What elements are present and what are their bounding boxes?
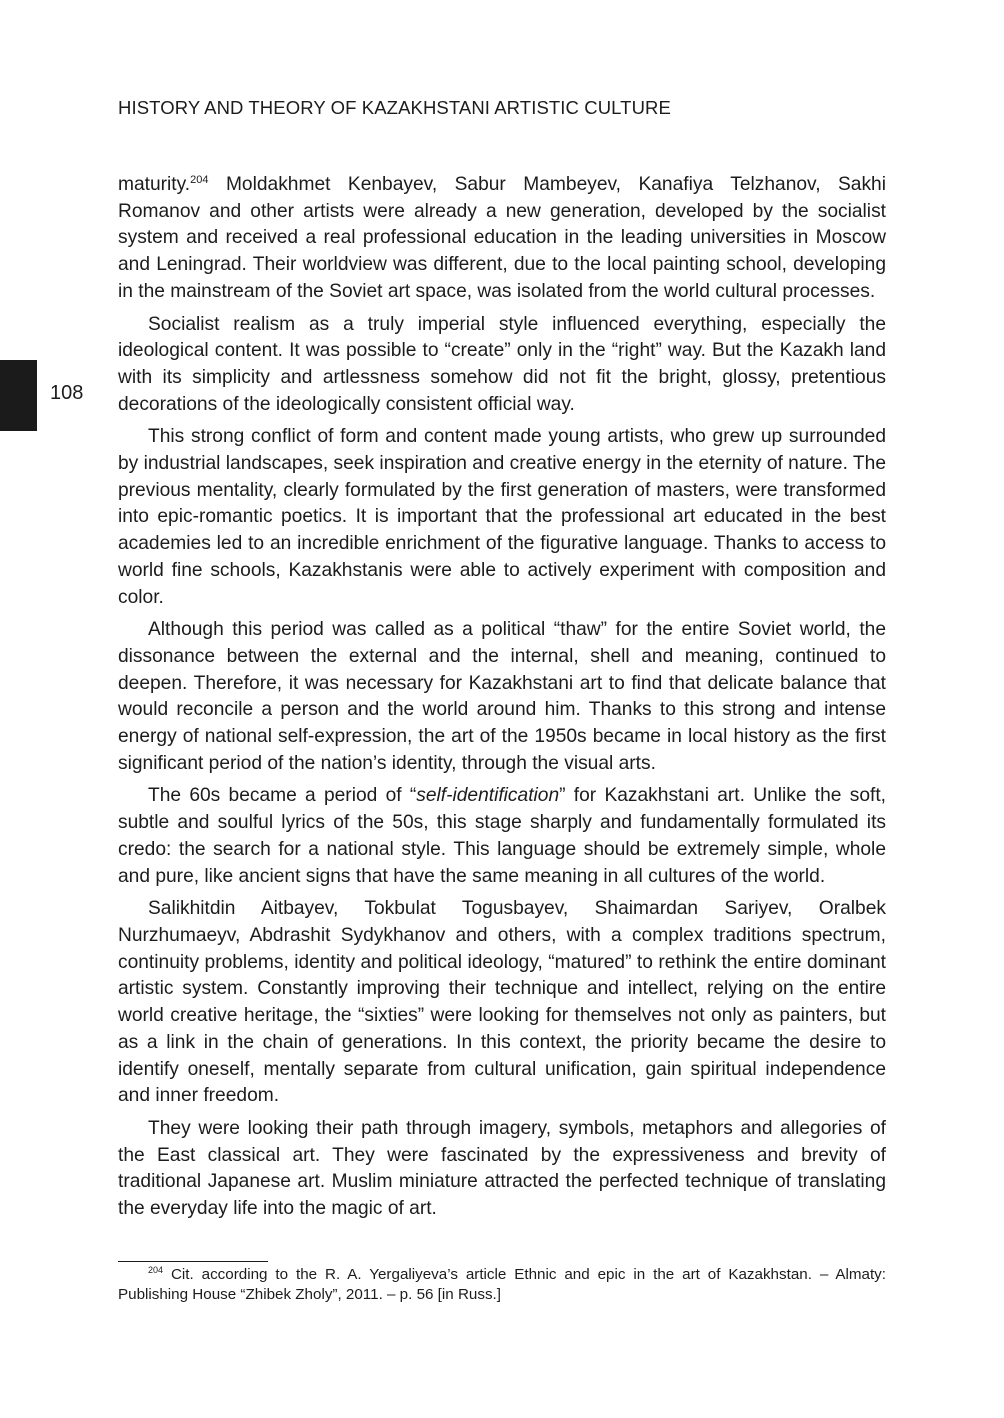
paragraph-1 [118,172,886,306]
paragraph-4: Although this period was called as a political “thaw” for the entire Soviet world, the dissonance between the external and the internal, shell and meaning, continued to deepen. Therefore, it was necessary for Kazakhstani art to find that delicate balance that would reconcile a person and the world around him. Thanks to this strong and intense energy of national self-expression, the art of the 1950s became in local history as the first significant period of the nation’s identity, through the visual arts. [118,619,886,774]
paragraph-5 [118,783,886,890]
body-text [118,172,886,1229]
footnote-reference: 204 [190,174,209,186]
paragraph-3: This strong conflict of form and content made young artists, who grew up surrounded by industrial landscapes, seek inspiration and creative energy in the eternity of nature. The previous mentality, clearly formulated by the first generation of masters, were transformed into epic-romantic poetics. It is important that the professional art educated in the best academies led to an incredible enrichment of the figurative language. Thanks to access to world fine schools, Kazakhstanis were able to actively experiment with composition and color. [118,426,886,608]
paragraph-6: Salikhitdin Aitbayev, Tokbulat Togusbayev, Shaimardan Sariyev, Oralbek Nurzhumaeyv, Abdrashit Sydykhanov and others, with a complex traditions spectrum, continuity problems, identity and political ideology, “matured” to rethink the entire dominant artistic system. Constantly improving their technique and intellect, relying on the entire world creative heritage, the “sixties” were looking for themselves not only as painters, but as a link in the chain of generations. In this context, the priority became the desire to identify oneself, mentally separate from cultural unification, gain spiritual independence and inner freedom. [118,898,886,1107]
paragraph-7: They were looking their path through imagery, symbols, metaphors and allegories of the East classical art. They were fascinated by the expressiveness and brevity of traditional Japanese art. Muslim miniature attracted the perfected technique of translating the everyday life into the magic of art. [118,1117,886,1220]
italic-term: self-identification [416,785,560,807]
paragraph-1-rest: Moldakhmet Kenbayev, Sabur Mambeyev, Kanafiya Telzhanov, Sakhi Romanov and other artists were already a new generation, developed by the socialist system and received a real professional education in the leading universities in Moscow and Leningrad. Their worldview was different, due to the local painting school, developing in the mainstream of the Soviet art space, was isolated from the world cultural processes. [118,174,886,302]
page-edge-tab [0,360,37,431]
paragraph-5-start: The 60s became a period of “ [148,785,417,807]
page-number: 108 [50,382,84,404]
footnote-text: Cit. according to the R. A. Yergaliyeva’s article Ethnic and epic in the art of Kazakhstan. – Almaty: Publishing House “Zhibek Zholy”, 2011. – p. 56 [in Russ.] [118,1266,886,1303]
paragraph-5-rest: ” for Kazakhstani art. Unlike the soft, subtle and soulful lyrics of the 50s, this stage sharply and fundamentally formulated its credo: the search for a national style. This language should be extremely simple, whole and pure, like ancient signs that have the same meaning in all cultures of the world. [118,785,886,887]
paragraph-2: Socialist realism as a truly imperial style influenced everything, especially the ideological content. It was possible to “create” only in the “right” way. But the Kazakh land with its simplicity and artlessness somehow did not fit the bright, glossy, pretentious decorations of the ideologically consistent official way. [118,313,886,415]
paragraph-1-start: maturity. [118,174,191,195]
footnote-number: 204 [148,1265,164,1275]
running-header: HISTORY AND THEORY OF KAZAKHSTANI ARTISTIC CULTURE [118,97,671,118]
footnote-divider [118,1261,268,1262]
footnote [118,1265,886,1304]
